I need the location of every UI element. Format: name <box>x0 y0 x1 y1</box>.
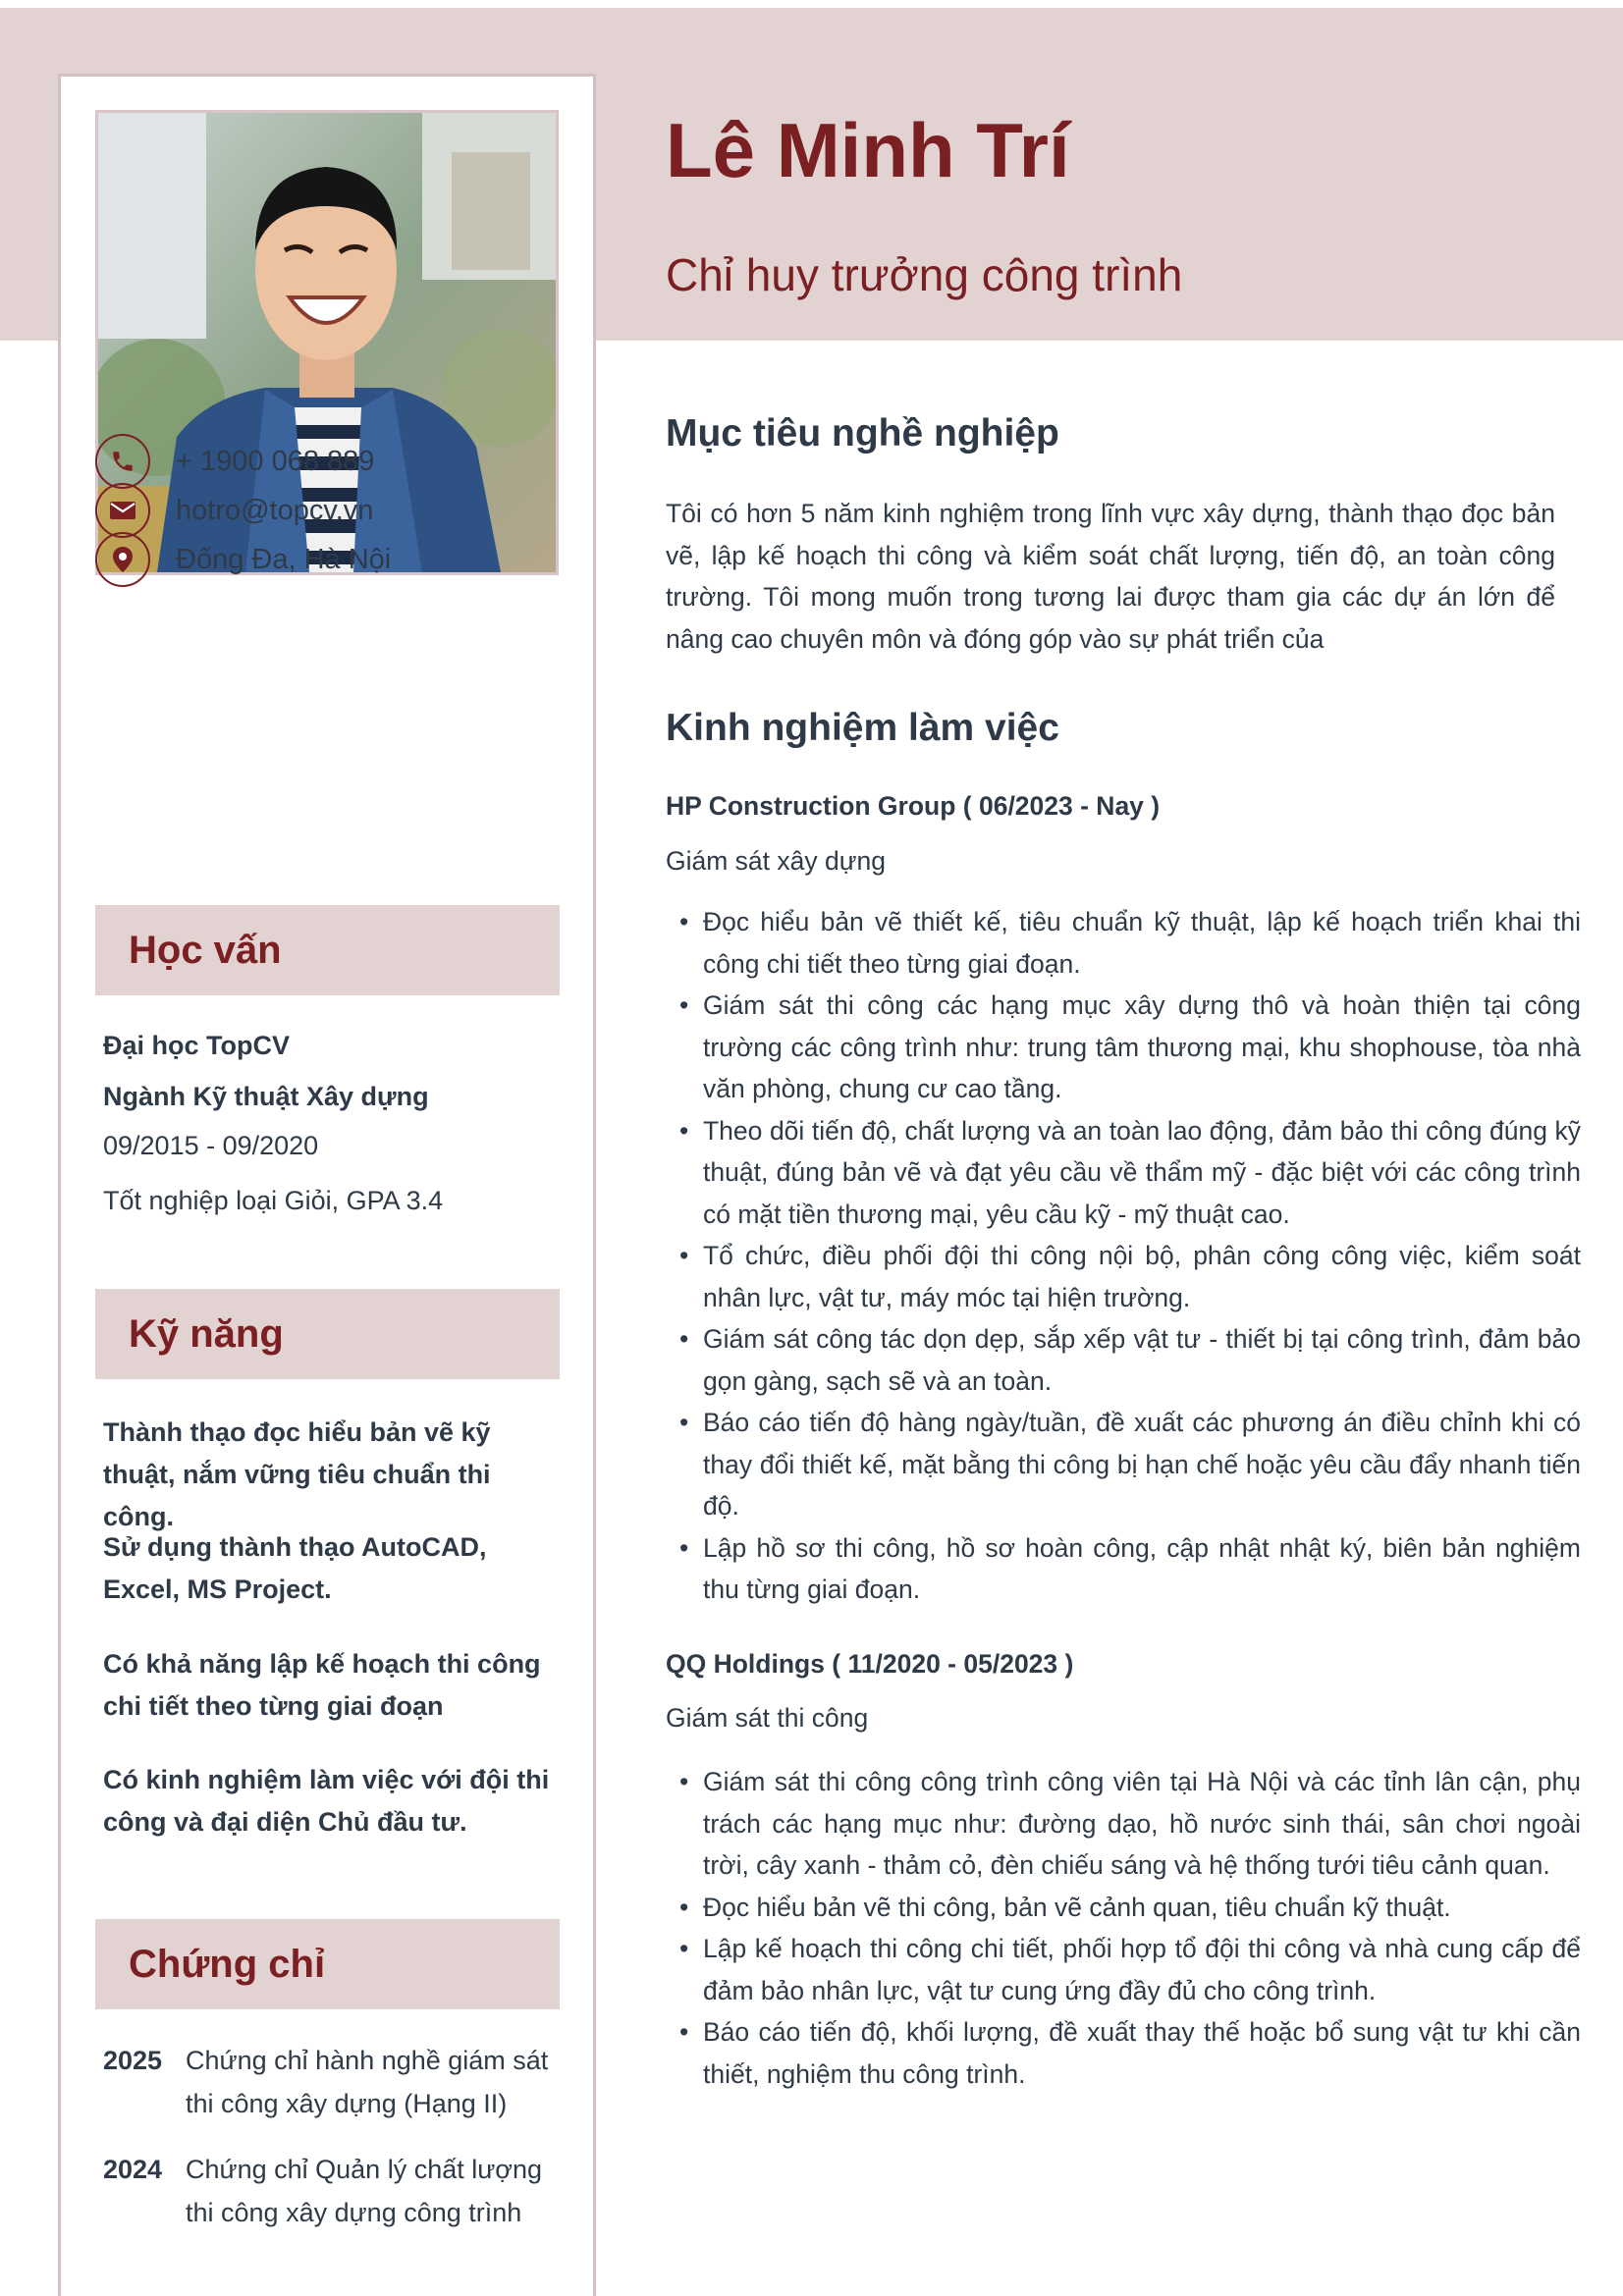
job-duty: • Lập hồ sơ thi công, hồ sơ hoàn công, cập nhật nhật ký, biên bản nghiệm thu từng giai đoạn. <box>703 1527 1581 1611</box>
education-result: Tốt nghiệp loại Giỏi, GPA 3.4 <box>103 1186 444 1215</box>
contact-email <box>95 483 373 538</box>
certificates-heading-text: Chứng chỉ <box>129 1942 326 1986</box>
job-company: QQ Holdings ( 11/2020 - 05/2023 ) <box>666 1649 1074 1679</box>
address-text: Đống Đa, Hà Nội <box>176 543 392 575</box>
job-company: HP Construction Group ( 06/2023 - Nay ) <box>666 791 1161 821</box>
job-duty: • Theo dõi tiến độ, chất lượng và an toàn lao động, đảm bảo thi công đúng kỹ thuật, đúng bản vẽ và đạt yêu cầu về thẩm mỹ - đặc biệt với các công trình có mặt tiền thương mại, yêu cầu kỹ - mỹ thuật cao. <box>703 1110 1581 1236</box>
certificate-name: Chứng chỉ hành nghề giám sát thi công xây dựng (Hạng II) <box>186 2046 549 2118</box>
job-duty: • Đọc hiểu bản vẽ thiết kế, tiêu chuẩn kỹ thuật, lập kế hoạch triển khai thi công chi tiết theo từng giai đoạn. <box>703 901 1581 985</box>
skills-heading <box>95 1289 560 1379</box>
certificate-item <box>103 2148 574 2234</box>
job-duty: • Giám sát thi công công trình công viên tại Hà Nội và các tỉnh lân cận, phụ trách các hạng mục như: đường dạo, hồ nước sinh thái, sân chơi ngoài trời, cây xanh - thảm cỏ, đèn chiếu sáng và hệ thống tưới tiêu cảnh quan. <box>703 1761 1581 1887</box>
job-position: Giám sát thi công <box>666 1703 869 1733</box>
certificate-year: 2024 <box>103 2155 163 2184</box>
job-duties-list <box>677 901 1581 1611</box>
job-duty: • Tổ chức, điều phối đội thi công nội bộ, phân công công việc, kiểm soát nhân lực, vật tư, máy móc tại hiện trường. <box>703 1235 1581 1318</box>
certificate-year: 2025 <box>103 2046 163 2075</box>
objective-text: Tôi có hơn 5 năm kinh nghiệm trong lĩnh vực xây dựng, thành thạo đọc bản vẽ, lập kế hoạch thi công và kiểm soát chất lượng, tiến độ, an toàn công trường. Tôi mong muốn trong tương lai được tham gia các dự án lớn để nâng cao chuyên môn và đóng góp vào sự phát triển của <box>666 499 1555 654</box>
skill-item: Có kinh nghiệm làm việc với đội thi công và đại diện Chủ đầu tư. <box>103 1765 550 1837</box>
job-duty: • Đọc hiểu bản vẽ thi công, bản vẽ cảnh quan, tiêu chuẩn kỹ thuật. <box>703 1887 1581 1929</box>
email-text: hotro@topcv.vn <box>176 494 374 526</box>
location-pin-icon <box>95 532 150 587</box>
education-heading-text: Học vấn <box>129 928 282 972</box>
job-duties-list <box>677 1761 1581 2095</box>
job-duty: • Giám sát công tác dọn dẹp, sắp xếp vật tư - thiết bị tại công trình, đảm bảo gọn gàng, sạch sẽ và an toàn. <box>703 1318 1581 1402</box>
certificate-name: Chứng chỉ Quản lý chất lượng thi công xây dựng công trình <box>186 2155 543 2227</box>
phone-text: + 1900 068 889 <box>176 445 375 477</box>
skill-item: Sử dụng thành thạo AutoCAD, Excel, MS Project. <box>103 1532 487 1604</box>
experience-heading: Kinh nghiệm làm việc <box>666 707 1059 749</box>
phone-icon <box>95 434 150 489</box>
job-duty: • Báo cáo tiến độ hàng ngày/tuần, đề xuất các phương án điều chỉnh khi có thay đổi thiết kế, mặt bằng thi công bị hạn chế hoặc yêu cầu đẩy nhanh tiến độ. <box>703 1402 1581 1527</box>
education-school: Đại học TopCV <box>103 1031 291 1060</box>
contact-phone <box>95 434 374 489</box>
certificates-heading <box>95 1919 560 2009</box>
job-duty: • Lập kế hoạch thi công chi tiết, phối hợp tổ đội thi công và nhà cung cấp để đảm bảo nhân lực, vật tư cung ứng đầy đủ cho công trình. <box>703 1928 1581 2011</box>
skill-item: Có khả năng lập kế hoạch thi công chi tiết theo từng giai đoạn <box>103 1649 541 1721</box>
objective-heading: Mục tiêu nghề nghiệp <box>666 412 1059 454</box>
skill-item: Thành thạo đọc hiểu bản vẽ kỹ thuật, nắm vững tiêu chuẩn thi công. <box>103 1417 491 1531</box>
education-period: 09/2015 - 09/2020 <box>103 1131 319 1160</box>
job-duty: • Báo cáo tiến độ, khối lượng, đề xuất thay thế hoặc bổ sung vật tư khi cần thiết, nghiệm thu công trình. <box>703 2011 1581 2095</box>
education-heading <box>95 905 560 995</box>
skills-heading-text: Kỹ năng <box>129 1311 284 1356</box>
contact-address <box>95 532 391 587</box>
education-major: Ngành Kỹ thuật Xây dựng <box>103 1082 429 1111</box>
envelope-icon <box>95 483 150 538</box>
candidate-role: Chỉ huy trưởng công trình <box>666 249 1183 300</box>
job-duty: • Giám sát thi công các hạng mục xây dựng thô và hoàn thiện tại công trường các công trình như: trung tâm thương mại, khu shophouse, tòa nhà văn phòng, chung cư cao tầng. <box>703 985 1581 1110</box>
candidate-name: Lê Minh Trí <box>666 107 1070 193</box>
certificate-item <box>103 2039 574 2125</box>
job-position: Giám sát xây dựng <box>666 846 886 876</box>
